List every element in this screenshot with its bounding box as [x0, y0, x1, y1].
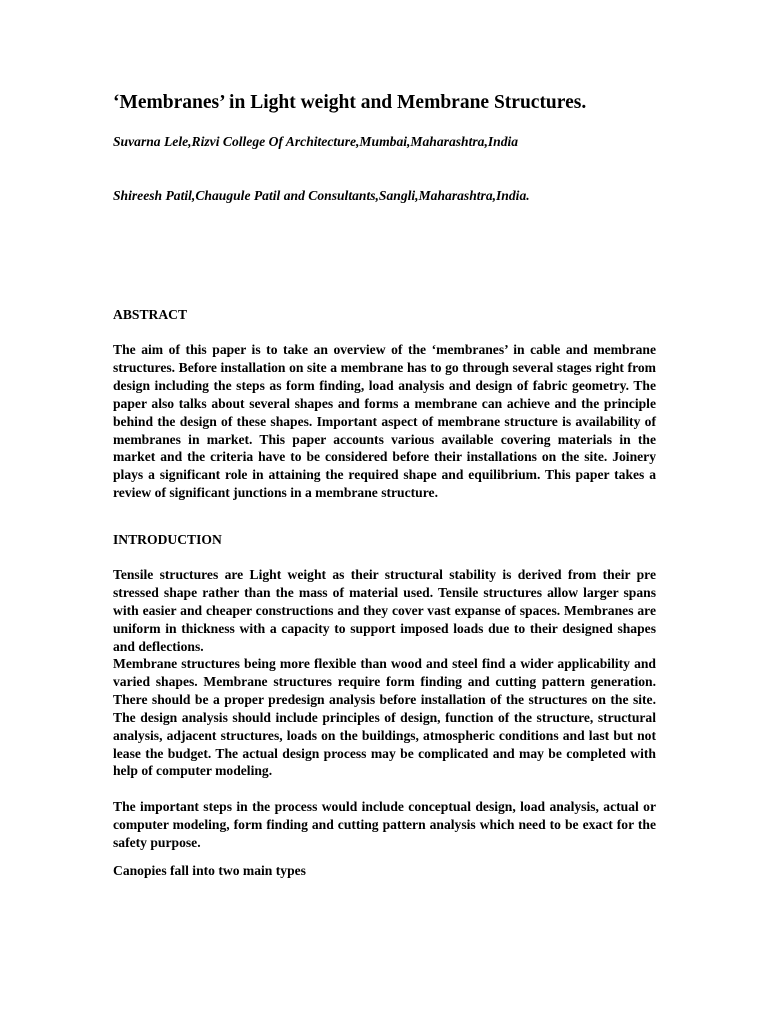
introduction-paragraph-3: The important steps in the process would include conceptual design, load analysis, actual or computer modeling, form finding and cutting pattern analysis which need to be exact for the safety purpose.: [113, 799, 656, 850]
author-affiliation-2: Shireesh Patil,Chaugule Patil and Consultants,Sangli,Maharashtra,India.: [113, 188, 530, 203]
author-affiliation-1: Suvarna Lele,Rizvi College Of Architecture,Mumbai,Maharashtra,India: [113, 134, 519, 149]
abstract-text: The aim of this paper is to take an overview of the ‘membranes’ in cable and membrane structures. Before installation on site a membrane has to go through several stages right from design including the steps as form finding, load analysis and design of fabric geometry. The paper also talks about several shapes and forms a membrane can achieve and the principle behind the design of these shapes. Important aspect of membrane structure is availability of membranes in market. This paper accounts various available covering materials in the market and the criteria have to be considered before their installations on the site. Joinery plays a significant role in attaining the required shape and equilibrium. This paper takes a review of significant junctions in a membrane structure.: [113, 342, 656, 501]
introduction-paragraph-1: Tensile structures are Light weight as their structural stability is derived from their pre stressed shape rather than the mass of material used. Tensile structures allow larger spans with easier and cheaper constructions and they cover vast expanse of spaces. Membranes are uniform in thickness with a capacity to support imposed loads due to their designed shapes and deflections.: [113, 567, 656, 654]
introduction-heading: INTRODUCTION: [113, 532, 222, 547]
abstract-heading: ABSTRACT: [113, 307, 188, 322]
paper-title: ‘Membranes’ in Light weight and Membrane Structures.: [113, 92, 587, 113]
canopies-line: Canopies fall into two main types: [113, 863, 306, 878]
introduction-paragraph-2: Membrane structures being more flexible than wood and steel find a wider applicability and varied shapes. Membrane structures require form finding and cutting pattern generation. There should be a proper predesign analysis before installation of the structures on the site. The design analysis should include principles of design, function of the structure, structural analysis, adjacent structures, loads on the buildings, atmospheric conditions and last but not lease the budget. The actual design process may be complicated and may be completed with help of computer modeling.: [113, 656, 656, 779]
